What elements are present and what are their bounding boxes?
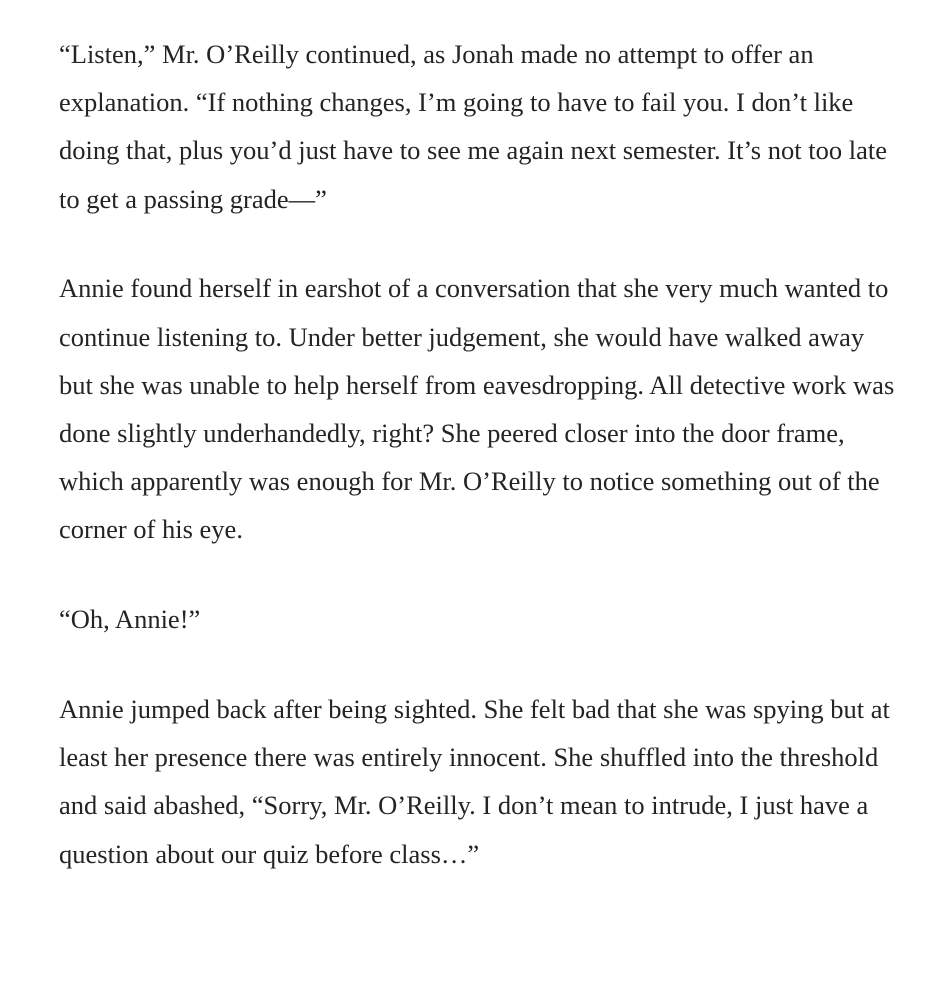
story-paragraph: “Listen,” Mr. O’Reilly continued, as Jonah made no attempt to offer an explanation. “If nothing changes, I’m going to have to fail you. I don’t like doing that, plus you’d just have to see me again next semester. It’s not too late to get a passing grade—” (59, 39, 887, 214)
story-paragraph: Annie found herself in earshot of a conversation that she very much wanted to continue listening to. Under better judgement, she would have walked away but she was unable to help herself from eavesdropping. All detective work was done slightly underhandedly, right? She peered closer into the door frame, which apparently was enough for Mr. O’Reilly to notice something out of the corner of his eye. (59, 273, 895, 545)
story-paragraph: Annie jumped back after being sighted. She felt bad that she was spying but at least her presence there was entirely innocent. She shuffled into the threshold and said abashed, “Sorry, Mr. O’Reilly. I don’t mean to intrude, I just have a question about our quiz before class…” (59, 694, 890, 869)
story-paragraph: “Oh, Annie!” (59, 604, 201, 635)
